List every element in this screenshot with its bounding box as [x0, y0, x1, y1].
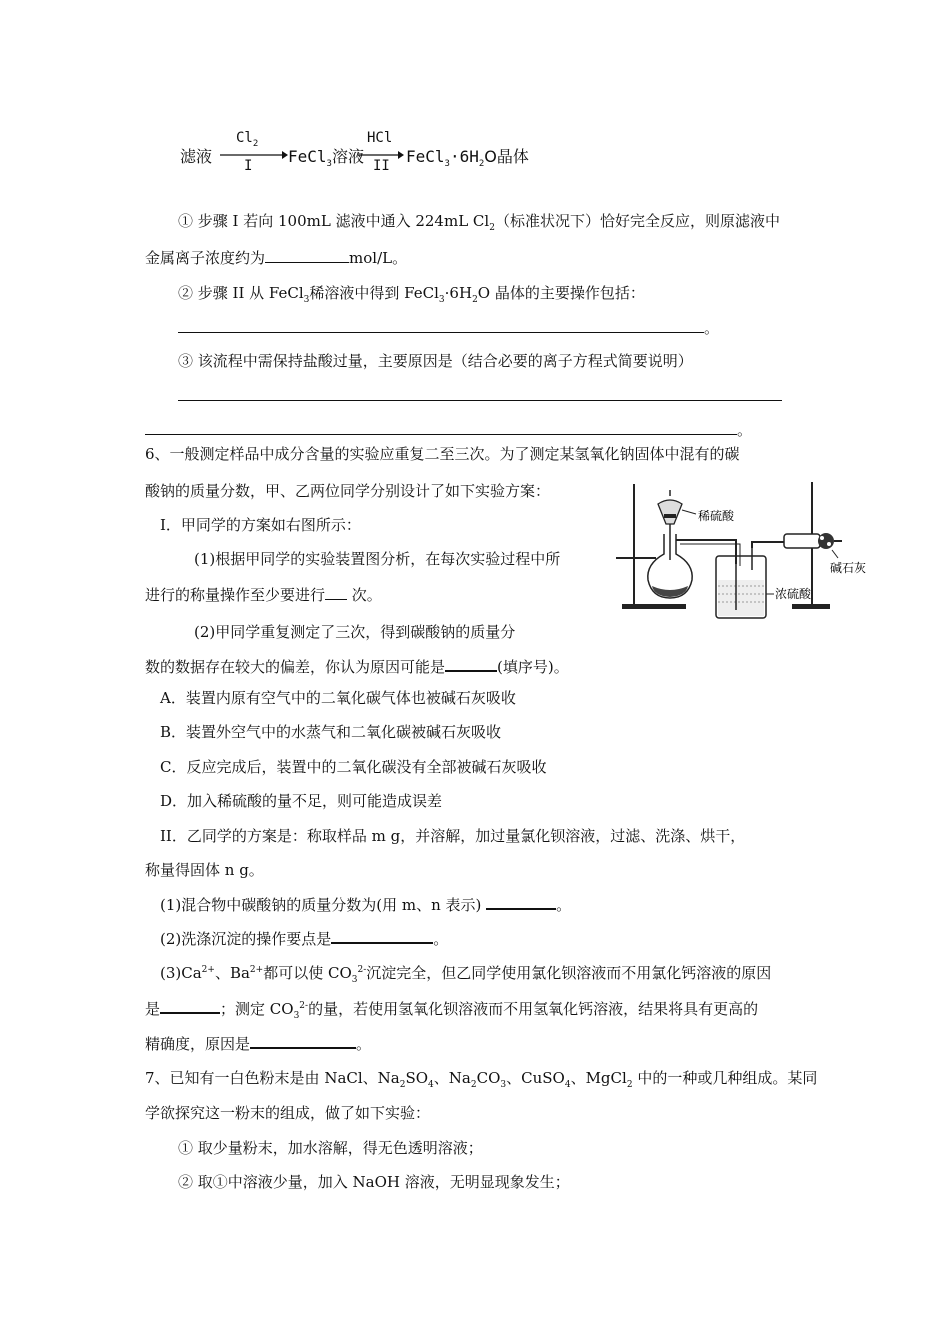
question-step3-answer1 — [178, 386, 782, 406]
question-step3-answer2: 。 — [145, 420, 752, 440]
option-c: C．反应完成后，装置中的二氧化碳没有全部被碱石灰吸收 — [160, 758, 547, 776]
q6-part1-title: I．甲同学的方案如右图所示： — [160, 516, 361, 534]
q6-p2-q3-line1: $(3)Ca^{2+}$、$Ba^{2+}$都可以使 $CO_3^{2-}$沉淀完全，但乙同学使用氯化钡溶液而不用氯化钙溶液的原因 — [160, 964, 772, 985]
answer-blank[interactable] — [445, 656, 497, 672]
answer-blank[interactable] — [145, 420, 737, 435]
process-flow — [180, 130, 540, 174]
flow-step2-reagent: HCl — [367, 130, 393, 146]
q6-p2-q1: (1)混合物中碳酸钠的质量分数为(用 m、n 表示) 。 — [160, 896, 572, 914]
flow-mid: FeCl$_3$溶液 — [288, 147, 364, 170]
apparatus-figure — [612, 474, 882, 624]
answer-blank[interactable] — [265, 248, 349, 263]
answer-blank[interactable] — [178, 318, 704, 333]
q7-line1: 7、已知有一白色粉末是由 NaCl、$Na_2SO_4$、$Na_2CO_3$、CuSO$_4$、MgCl$_2$ 中的一种或几种组成。某同 — [145, 1069, 818, 1090]
q6-intro-line1: 6、一般测定样品中成分含量的实验应重复二至三次。为了测定某氢氧化钠固体中混有的碳 — [145, 445, 740, 463]
option-b: B．装置外空气中的水蒸气和二氧化碳被碱石灰吸收 — [160, 723, 502, 741]
q7-step1: ① 取少量粉末，加水溶解，得无色透明溶液； — [178, 1139, 483, 1157]
answer-blank[interactable] — [486, 894, 556, 910]
flow-step1-label: I — [244, 158, 253, 174]
arrow-icon — [220, 150, 288, 160]
label-dilute-sulfuric-acid: 稀硫酸 — [698, 509, 735, 523]
option-a: A．装置内原有空气中的二氧化碳气体也被碱石灰吸收 — [160, 689, 516, 707]
q6-p2-q3-line2: 是 ；测定 $CO_3^{2-}$的量，若使用氢氧化钡溶液而不用氢氧化钙溶液，结果将具有更高的 — [145, 1000, 759, 1021]
flow-start: 滤液 — [180, 147, 213, 166]
question-step1-line2: 金属离子浓度约为 mol/L。 — [145, 249, 408, 267]
answer-blank[interactable] — [250, 1033, 356, 1049]
label-concentrated-sulfuric-acid: 浓硫酸 — [775, 587, 812, 601]
q6-p2-q3-line3: 精确度，原因是 。 — [145, 1035, 372, 1053]
q6-p1-q2-line2: 数的数据存在较大的偏差，你认为原因可能是 (填序号)。 — [145, 658, 569, 676]
answer-blank[interactable] — [160, 998, 220, 1014]
option-d: D．加入稀硫酸的量不足，则可能造成误差 — [160, 792, 443, 810]
q7-line2: 学欲探究这一粉末的组成，做了如下实验： — [145, 1104, 431, 1122]
q6-intro-line2: 酸钠的质量分数，甲、乙两位同学分别设计了如下实验方案： — [145, 482, 551, 500]
flow-step1-reagent: $Cl_2$ — [236, 130, 259, 149]
label-soda-lime: 碱石灰 — [830, 561, 867, 575]
q6-p1-q1-line2: 进行的称量操作至少要进行 次。 — [145, 586, 382, 604]
q6-part2-line1: II．乙同学的方案是：称取样品 m g，并溶解，加过量氯化钡溶液，过滤、洗涤、烘干， — [160, 827, 746, 845]
flow-step2-label: II — [373, 158, 390, 174]
q6-part2-line2: 称量得固体 n g。 — [145, 861, 264, 879]
answer-blank[interactable] — [331, 928, 433, 944]
q7-step2: ② 取①中溶液少量，加入 NaOH 溶液，无明显现象发生； — [178, 1173, 570, 1191]
q6-p1-q1-line1: (1)根据甲同学的实验装置图分析，在每次实验过程中所 — [194, 550, 561, 568]
question-step2-answer: 。 — [178, 318, 719, 338]
question-step1-line1: ① 步骤 I 若向 100mL 滤液中通入 224mL $Cl_2$（标准状况下）恰好完全反应，则原滤液中 — [178, 212, 780, 233]
q6-p1-q2-line1: (2)甲同学重复测定了三次，得到碳酸钠的质量分 — [194, 623, 516, 641]
question-step3-line1: ③ 该流程中需保持盐酸过量，主要原因是（结合必要的离子方程式简要说明） — [178, 352, 693, 370]
q6-p2-q2: (2)洗涤沉淀的操作要点是 。 — [160, 930, 449, 948]
answer-blank[interactable] — [178, 386, 782, 401]
question-step2-line1: ② 步骤 II 从 FeCl$_3$稀溶液中得到 $FeCl_3\cdot 6H_2O$ 晶体的主要操作包括： — [178, 284, 645, 305]
flow-end: $FeCl_3\cdot 6H_2O$晶体 — [406, 147, 529, 170]
answer-blank[interactable] — [325, 585, 347, 600]
